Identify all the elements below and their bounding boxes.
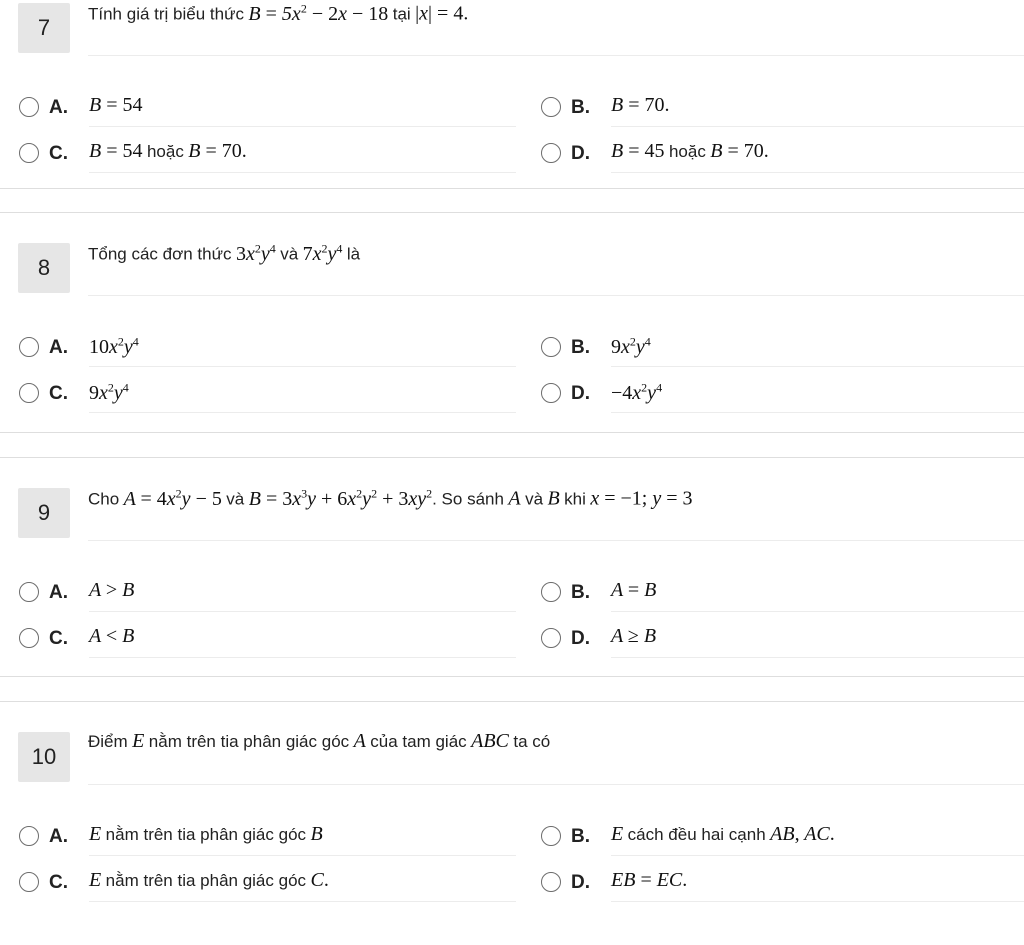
question-8 [0,212,1024,456]
option-underline [611,172,1024,173]
question-9 [0,457,1024,701]
option-letter: D. [571,872,590,893]
option-underline [611,657,1024,658]
option-text: B = 70. [611,94,670,116]
option-c[interactable] [19,625,516,655]
radio-button[interactable] [541,826,561,846]
option-b[interactable] [541,579,1024,609]
option-text: B = 54 [89,94,143,116]
option-text: EB = EC. [611,869,688,891]
option-letter: B. [571,582,590,603]
radio-button[interactable] [19,97,39,117]
option-c[interactable] [19,140,516,170]
option-letter: A. [49,337,68,358]
prompt-underline [88,295,1024,296]
radio-button[interactable] [19,872,39,892]
option-b[interactable] [541,334,1024,364]
option-letter: B. [571,97,590,118]
option-a[interactable] [19,823,516,853]
option-underline [89,366,516,367]
radio-button[interactable] [541,337,561,357]
divider [0,212,1024,213]
option-underline [611,412,1024,413]
option-underline [89,611,516,612]
option-d[interactable] [541,380,1024,410]
option-d[interactable] [541,625,1024,655]
question-prompt: Tổng các đơn thức $3x^2y^4$ và $7x^2y^4$ là [88,241,361,265]
option-letter: D. [571,628,590,649]
question-prompt: Tính giá trị biểu thức $B = 5x^2 - 2x - 18$ tại |x| = 4. [88,1,469,25]
option-underline [611,126,1024,127]
radio-button[interactable] [541,628,561,648]
radio-button[interactable] [19,337,39,357]
option-letter: A. [49,826,68,847]
option-text: $9x^2y^4$ [611,334,651,358]
option-a[interactable] [19,94,516,124]
option-underline [89,657,516,658]
option-text: A < B [89,625,135,647]
option-c[interactable] [19,869,516,899]
option-underline [611,855,1024,856]
radio-button[interactable] [541,97,561,117]
option-b[interactable] [541,94,1024,124]
option-underline [611,366,1024,367]
option-text: E nằm trên tia phân giác góc B [89,823,323,845]
question-prompt: Cho $A = 4x^2y - 5$ và $B = 3x^3y + 6x^2y^2 + 3xy^2$. So sánh A và B khi x = −1; y = 3 [88,486,693,510]
radio-button[interactable] [541,582,561,602]
option-underline [89,855,516,856]
option-underline [611,901,1024,902]
radio-button[interactable] [19,383,39,403]
option-letter: B. [571,826,590,847]
divider [0,701,1024,702]
option-text: $-4x^2y^4$ [611,380,663,404]
divider [0,676,1024,677]
question-number: 10 [18,732,70,782]
radio-button[interactable] [541,872,561,892]
option-underline [89,412,516,413]
option-a[interactable] [19,334,516,364]
option-letter: B. [571,337,590,358]
question-number: 7 [18,3,70,53]
option-underline [89,172,516,173]
option-letter: C. [49,628,68,649]
option-text: A > B [89,579,135,601]
option-letter: A. [49,582,68,603]
option-underline [611,611,1024,612]
option-d[interactable] [541,140,1024,170]
option-text: B = 54 hoặc B = 70. [89,140,247,162]
divider [0,432,1024,433]
question-number: 8 [18,243,70,293]
divider [0,457,1024,458]
radio-button[interactable] [19,143,39,163]
option-text: E nằm trên tia phân giác góc C. [89,869,329,891]
option-letter: C. [49,383,68,404]
option-underline [89,126,516,127]
option-c[interactable] [19,380,516,410]
option-d[interactable] [541,869,1024,899]
radio-button[interactable] [541,383,561,403]
option-letter: C. [49,143,68,164]
question-10 [0,701,1024,945]
question-7 [0,0,1024,216]
radio-button[interactable] [19,582,39,602]
option-text: B = 45 hoặc B = 70. [611,140,769,162]
question-number: 9 [18,488,70,538]
option-text: E cách đều hai cạnh AB, AC. [611,823,835,845]
option-text: A = B [611,579,657,601]
option-b[interactable] [541,823,1024,853]
prompt-underline [88,540,1024,541]
option-letter: D. [571,143,590,164]
option-text: $9x^2y^4$ [89,380,129,404]
prompt-underline [88,55,1024,56]
radio-button[interactable] [19,628,39,648]
radio-button[interactable] [19,826,39,846]
option-letter: D. [571,383,590,404]
question-prompt: Điểm E nằm trên tia phân giác góc A của tam giác ABC ta có [88,730,551,752]
option-letter: C. [49,872,68,893]
option-a[interactable] [19,579,516,609]
prompt-underline [88,784,1024,785]
radio-button[interactable] [541,143,561,163]
option-underline [89,901,516,902]
option-letter: A. [49,97,68,118]
option-text: A ≥ B [611,625,657,647]
divider [0,188,1024,189]
option-text: $10x^2y^4$ [89,334,139,358]
